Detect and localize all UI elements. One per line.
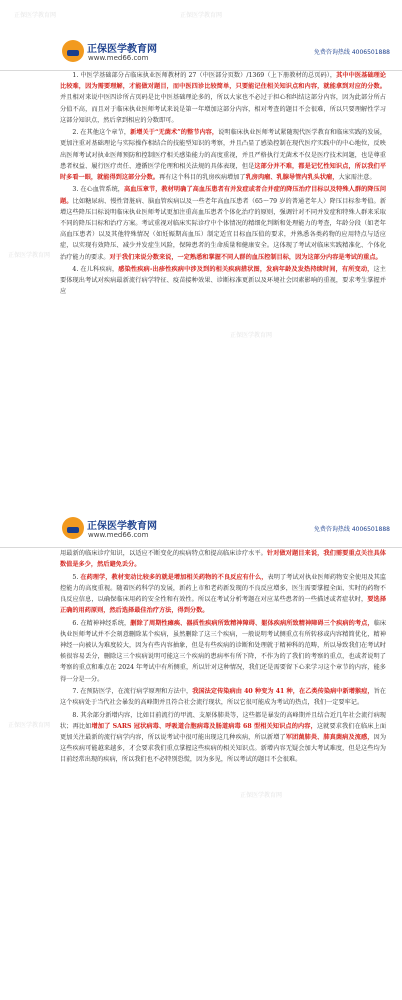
logo-icon [62, 40, 84, 62]
paragraph-6: 6. 在精神神经系统，删除了周期性瘫痪、器质性疾病所致精神障碍、躯体疾病所致精神障碍三个疾病的考点，临床执业医师考试并不会刻意删除某个疾病，虽然删除了这三个疾病，一般说明考试侧重点有所转移或内容精简优化，精神神经一向被认为难度较大，因为有些内容抽象，但是有些疾病的诊断和处理就于精神科的范畴，所以导致我们在考试时候很容易丢分，删除这三个疾病说明可能这三个疾病的患病率有所下降，不作为的了我们的考察的重点，也或者说明了考察的重点和难点在 2024 年考试中有所侧重，所以针对这种情况，我们还是需要留下心来学习这个章节的内容，能多得一分是一分。 [60, 619, 386, 683]
paragraph-3: 3. 在心血管系统，高血压章节，教材明确了高血压患者有并发症或者合并症的降压治疗目标以及特殊人群的降压问题。比如糖尿病、慢性肾脏病、脑血管疾病以及一些老年高血压患者（65～79 岁的普通老年人）降压目标参考值。新增这些降压目标说明临床执业医师考试更加注重高血压患者个体化治疗的原则，强调针对不同并发症和特殊人群来采取不同的降压目标和治疗方案。考试重视对临床实际诊疗中个体情况的精细化判断和处理能力的考查，年龄分段（如老年高血压患者）以及其他特殊情况（如妊娠期高血压）制定适宜目标血压值的要求，并熟悉各类药物的应用特点与适应症，以实现有效降压、减少并发症生风险，保障患者的生命质量和健康安全。这体现了考试对临床实践精准化、个体化治疗能力的要求。对于我们来说分数来说，一定熟悉和掌握不同人群的血压控制目标，因为这部分内容是考试的重点。 [60, 186, 386, 261]
brand-url: www.med66.com [88, 531, 149, 539]
article-body-page-1 [60, 70, 386, 508]
watermark: 正保医学教育网 [14, 12, 57, 19]
brand-url: www.med66.com [88, 54, 149, 62]
brand-name: 正保医学教育网 [87, 521, 157, 532]
hotline-text: 免费咨询热线 4006501888 [313, 526, 390, 533]
watermark: 正保医学教育网 [180, 12, 223, 19]
watermark: 正保医学教育网 [8, 252, 51, 259]
paragraph-1: 1. 中医学基础部分占临床执业医师教材的 27（中医部分页数）/1369（上下册教材的总页码），其中中医基础理论比较难，因为需要理解，才能做对题目，而中医四诊比较简单，只要能记住相关知识点和内容，就能拿到对应的分数。并且相对来说中医四诊所占页码是比中医基础理论多的，所以大家也不必过于担心和纠结这部分内容，因为此部分所占分值不高，而且对于临床执业医师考试来说是第一年增加这部分内容，相对考查的题目不会很难，所以只要理解性学习这部分知识点，然后拿到相应的分数即可。 [60, 72, 386, 124]
watermark: 正保医学教育网 [240, 792, 283, 799]
brand-logo[interactable] [62, 515, 174, 543]
watermark: 正保医学教育网 [8, 722, 51, 729]
paragraph-2: 2. 在其他这个章节，新增关于“无菌术”的整节内容，说明临床执业医师考试紧随现代医学教育和临床实践的发展，更加注重对基础理论与实际操作相结合的技能型知识的考察，并且凸显了感染控制在现代医疗实践中的中心地位，反映出医师考试对执业医师预防和控制医疗相关感染能力的高度重视，并且严格执行无菌术不仅是医疗技术问题，也是尊重患者权益、履行医疗责任、遵循医学伦理和相关法规的具体表现，但是这部分并不难，都是记忆性知识点，所以我们平时多看一眼，就能得到这部分分数。再有这个科目的乳房疾病增加了乳房肉瘤、乳腺导管内乳头状瘤，大家需注意。 [60, 129, 386, 182]
article-body-page-2 [60, 548, 386, 1000]
paragraph-4-continued: 用最新的临床诊疗知识，以适应不断变化的疾病特点和提高临床诊疗水平。针对做对题目来说，我们需要重点关注具体数值是多少，然后避免丢分。 [60, 550, 386, 569]
paragraph-7: 7. 在预防医学，在流行病学原理和方法中，我国法定传染病由 40 种变为 41 种，在乙类传染病中新增猴痘，旨在这个疾病处于当代社会暴发的高峰期并且符合社会流行现状，所以它很可能成为考试的热点，我们一定要牢记。 [60, 688, 386, 707]
brand-logo[interactable] [62, 38, 174, 66]
hotline-text: 免费咨询热线 4006501888 [313, 49, 390, 56]
page-header [0, 511, 402, 548]
page-header [0, 34, 402, 71]
paragraph-5: 5. 在药理学，教材变动比较多的就是增加相关药物的不良反应有什么，表明了考试对执业医师药物安全使用及其监控能力的高度重视。随着医药科学的发展，新药上市和老药新发现的不良反应增多，医生需要掌握全面、实时的药物不良反应信息，以确保临床用药的安全性和有效性。所以在考试分析考题在对应某些患者的一些描述或者症状时，要选择正确的用药原则，然后选择最佳治疗方法，得到分数。 [60, 573, 386, 615]
paragraph-4: 4. 在儿科疾病，感染性疾病-出疹性疾病中涉及到的相关疾病措状图，发病年龄及发热持续时间，有所变动，这主要体现出考试对疾病最新流行病学特征、疫苗接种效果、诊断标准更新以及环境社会因素影响的重视，要求考生掌握并应 [60, 266, 386, 296]
paragraph-8: 8. 其余部分新增内容，比如目前流行的甲流、支原体肺炎等，这些都是暴发的高峰期并且结合近几年社会流行病现状；再比如增加了 SARS 冠状病毒、呼吸道合胞病毒及肠道病毒 68 型相关知识点的内容，这就要求我们在临床上面更加关注最新的流行病学内容，所以说考试中很可能出现这几种疾病，所以新增了军团菌肺炎、肺真菌病及流感，因为这些疾病可能越来越多，才会要求我们重点掌握这些疾病的相关知识点。新增内容无疑会加大考试难度，但是这些均为目前经常出现的疾病，所以我们也不必特别恐慌，因为多见，所以考试的题目不会很难。 [60, 711, 386, 764]
brand-name: 正保医学教育网 [87, 44, 157, 55]
watermark: 正保医学教育网 [230, 332, 273, 339]
logo-icon [62, 517, 84, 539]
